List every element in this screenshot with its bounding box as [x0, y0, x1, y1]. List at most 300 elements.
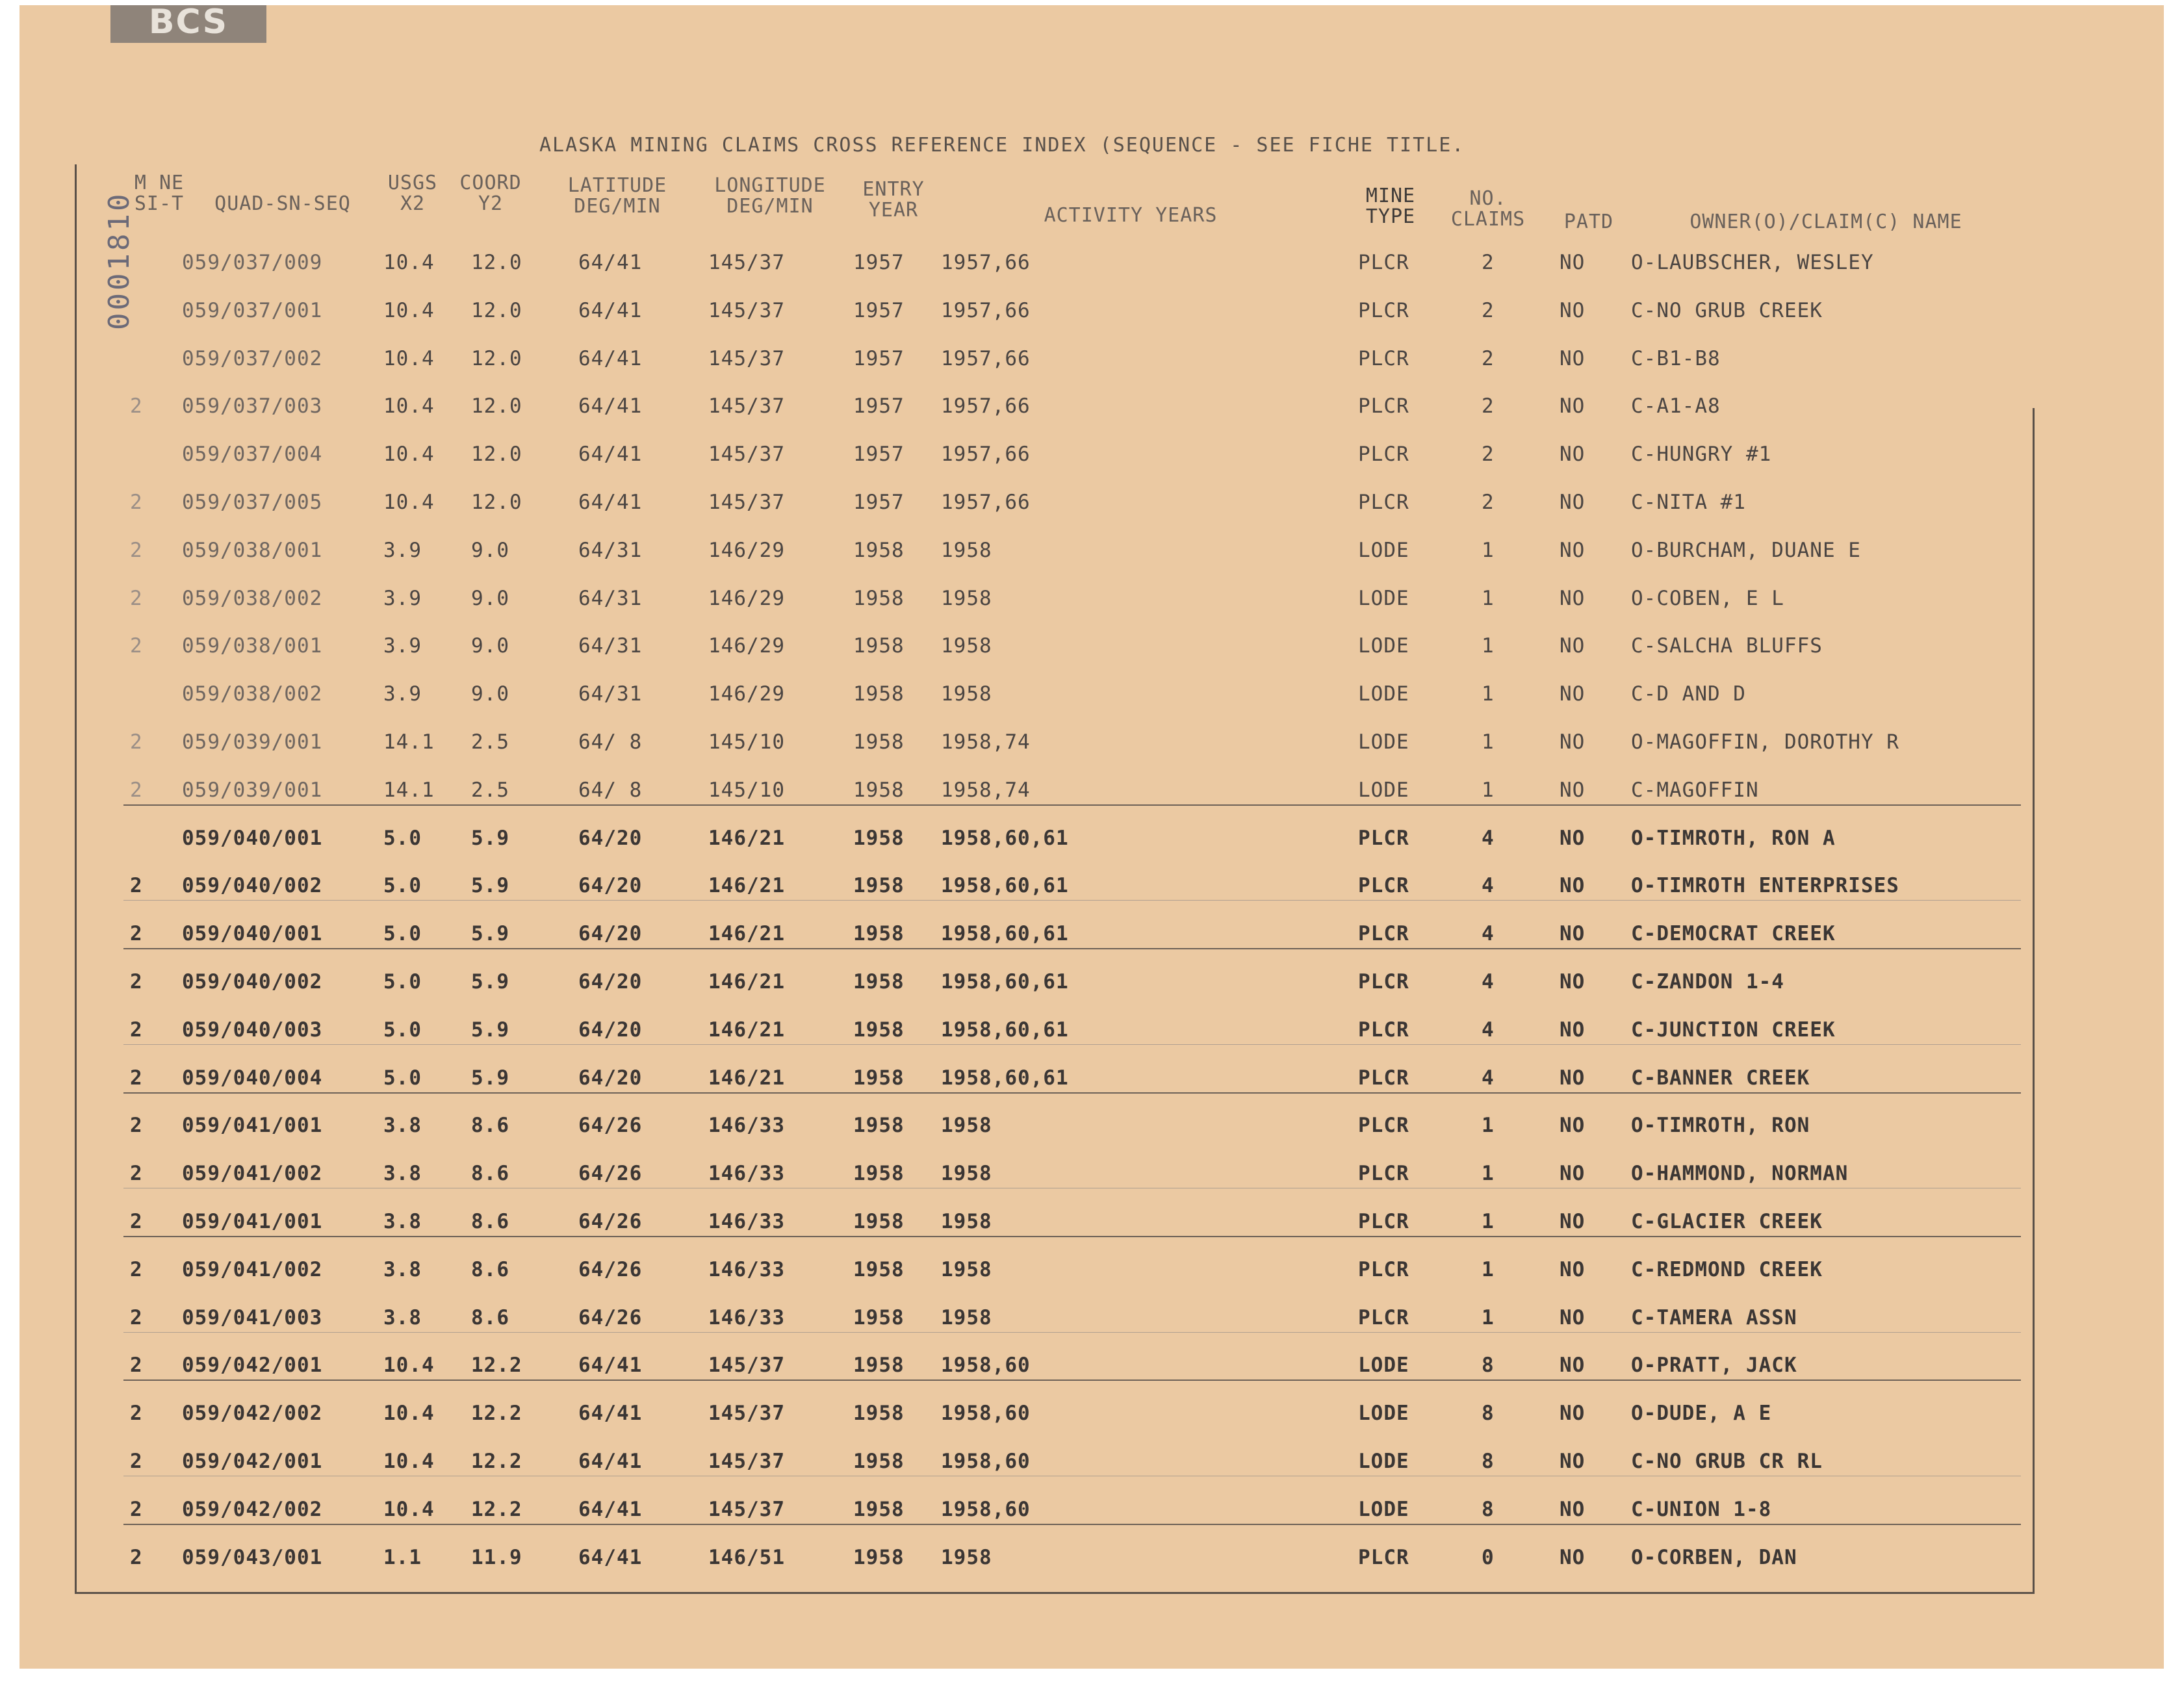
cell-patd: NO [1560, 1498, 1586, 1521]
cell-claims: 2 [1482, 251, 1495, 274]
cell-owner: O-LAUBSCHER, WESLEY [1631, 251, 1874, 274]
cell-patd: NO [1560, 1546, 1586, 1569]
cell-owner: C-ZANDON 1-4 [1631, 970, 1784, 994]
cell-claims: 1 [1482, 634, 1495, 658]
cell-entry: 1958 [853, 730, 905, 754]
cell-patd: NO [1560, 778, 1586, 802]
cell-x: 5.0 [383, 970, 422, 994]
cell-lon: 146/33 [708, 1306, 785, 1329]
cell-entry: 1958 [853, 1258, 905, 1281]
cell-x: 3.8 [383, 1306, 422, 1329]
cell-activity: 1958,60,61 [941, 1018, 1069, 1042]
cell-patd: NO [1560, 874, 1586, 897]
cell-lat: 64/20 [578, 1018, 643, 1042]
cell-quad: 059/040/002 [182, 874, 323, 897]
cell-lon: 146/21 [708, 922, 785, 945]
cell-quad: 059/037/002 [182, 347, 323, 370]
cell-patd: NO [1560, 1354, 1586, 1377]
cell-entry: 1957 [853, 299, 905, 322]
cell-lat: 64/41 [578, 491, 643, 514]
cell-owner: C-MAGOFFIN [1631, 778, 1759, 802]
cell-type: PLCR [1358, 1114, 1409, 1137]
cell-y: 5.9 [471, 970, 509, 994]
row-rule-line [123, 1092, 2021, 1094]
cell-lat: 64/20 [578, 874, 643, 897]
cell-lon: 145/37 [708, 1450, 785, 1473]
cell-claims: 1 [1482, 1306, 1495, 1329]
cell-patd: NO [1560, 1114, 1586, 1137]
cell-lat: 64/41 [578, 443, 643, 466]
cell-lon: 146/21 [708, 970, 785, 994]
cell-activity: 1958 [941, 1114, 992, 1137]
cell-y: 12.0 [471, 299, 522, 322]
row-rule-line [123, 1236, 2021, 1237]
cell-owner: O-BURCHAM, DUANE E [1631, 539, 1861, 562]
cell-type: PLCR [1358, 299, 1409, 322]
cell-lon: 146/33 [708, 1114, 785, 1137]
cell-lon: 146/33 [708, 1258, 785, 1281]
cell-claims: 8 [1482, 1498, 1495, 1521]
cell-x: 14.1 [383, 778, 435, 802]
cell-patd: NO [1560, 634, 1586, 658]
cell-y: 8.6 [471, 1306, 509, 1329]
cell-entry: 1957 [853, 251, 905, 274]
cell-type: PLCR [1358, 1306, 1409, 1329]
cell-activity: 1958 [941, 1306, 992, 1329]
cell-y: 5.9 [471, 1066, 509, 1090]
cell-activity: 1958,60 [941, 1498, 1031, 1521]
cell-type: LODE [1358, 730, 1409, 754]
cell-entry: 1958 [853, 922, 905, 945]
cell-activity: 1958,74 [941, 730, 1031, 754]
bcs-logo: BCS [110, 5, 266, 43]
cell-x: 5.0 [383, 874, 422, 897]
cell-owner: C-BANNER CREEK [1631, 1066, 1810, 1090]
cell-x: 5.0 [383, 827, 422, 850]
cell-activity: 1957,66 [941, 394, 1031, 418]
cell-ne: 2 [130, 1066, 143, 1090]
cell-quad: 059/038/001 [182, 539, 323, 562]
cell-quad: 059/040/001 [182, 827, 323, 850]
cell-patd: NO [1560, 443, 1586, 466]
cell-claims: 8 [1482, 1450, 1495, 1473]
cell-ne: 2 [130, 922, 143, 945]
cell-entry: 1958 [853, 1210, 905, 1233]
cell-quad: 059/042/001 [182, 1354, 323, 1377]
cell-ne: 2 [130, 539, 143, 562]
cell-x: 10.4 [383, 1402, 435, 1425]
cell-activity: 1958,60,61 [941, 970, 1069, 994]
cell-lon: 146/21 [708, 827, 785, 850]
cell-quad: 059/041/001 [182, 1114, 323, 1137]
cell-y: 12.0 [471, 251, 522, 274]
cell-quad: 059/037/001 [182, 299, 323, 322]
cell-claims: 1 [1482, 539, 1495, 562]
cell-quad: 059/041/001 [182, 1210, 323, 1233]
cell-type: PLCR [1358, 1258, 1409, 1281]
cell-claims: 1 [1482, 587, 1495, 610]
cell-lat: 64/26 [578, 1306, 643, 1329]
cell-claims: 2 [1482, 347, 1495, 370]
row-rule-line [123, 1044, 2021, 1045]
cell-type: PLCR [1358, 874, 1409, 897]
cell-y: 8.6 [471, 1162, 509, 1185]
cell-lon: 146/29 [708, 634, 785, 658]
cell-y: 12.0 [471, 347, 522, 370]
cell-entry: 1958 [853, 1354, 905, 1377]
cell-patd: NO [1560, 827, 1586, 850]
cell-claims: 2 [1482, 299, 1495, 322]
cell-ne: 2 [130, 1306, 143, 1329]
cell-y: 9.0 [471, 634, 509, 658]
cell-x: 5.0 [383, 922, 422, 945]
cell-entry: 1958 [853, 1402, 905, 1425]
cell-type: PLCR [1358, 347, 1409, 370]
header-quad: QUAD-SN-SEQ [214, 192, 351, 215]
cell-activity: 1958 [941, 634, 992, 658]
report-title: ALASKA MINING CLAIMS CROSS REFERENCE INDEX (SEQUENCE - SEE FICHE TITLE. [539, 134, 1465, 157]
cell-quad: 059/037/003 [182, 394, 323, 418]
cell-owner: C-B1-B8 [1631, 347, 1721, 370]
cell-owner: C-NO GRUB CREEK [1631, 299, 1823, 322]
cell-lat: 64/20 [578, 970, 643, 994]
cell-x: 14.1 [383, 730, 435, 754]
cell-type: PLCR [1358, 1162, 1409, 1185]
cell-x: 3.8 [383, 1114, 422, 1137]
cell-claims: 1 [1482, 1258, 1495, 1281]
cell-activity: 1957,66 [941, 347, 1031, 370]
cell-quad: 059/042/001 [182, 1450, 323, 1473]
cell-x: 3.9 [383, 539, 422, 562]
cell-patd: NO [1560, 1162, 1586, 1185]
cell-owner: O-TIMROTH, RON [1631, 1114, 1810, 1137]
cell-quad: 059/041/002 [182, 1162, 323, 1185]
cell-ne: 2 [130, 1210, 143, 1233]
cell-activity: 1958 [941, 587, 992, 610]
cell-owner: O-TIMROTH, RON A [1631, 827, 1836, 850]
cell-activity: 1958,60,61 [941, 827, 1069, 850]
cell-claims: 4 [1482, 970, 1495, 994]
cell-ne: 2 [130, 1498, 143, 1521]
cell-lon: 146/21 [708, 874, 785, 897]
cell-x: 10.4 [383, 1354, 435, 1377]
cell-patd: NO [1560, 970, 1586, 994]
cell-activity: 1957,66 [941, 491, 1031, 514]
cell-y: 11.9 [471, 1546, 522, 1569]
cell-ne: 2 [130, 1546, 143, 1569]
cell-owner: C-NO GRUB CR RL [1631, 1450, 1823, 1473]
cell-type: LODE [1358, 1450, 1409, 1473]
cell-lat: 64/31 [578, 682, 643, 706]
cell-lon: 146/29 [708, 587, 785, 610]
cell-type: PLCR [1358, 491, 1409, 514]
cell-lon: 146/51 [708, 1546, 785, 1569]
cell-quad: 059/040/004 [182, 1066, 323, 1090]
cell-x: 3.8 [383, 1210, 422, 1233]
cell-lat: 64/41 [578, 1402, 643, 1425]
cell-type: LODE [1358, 778, 1409, 802]
cell-claims: 1 [1482, 730, 1495, 754]
cell-x: 5.0 [383, 1018, 422, 1042]
cell-owner: C-REDMOND CREEK [1631, 1258, 1823, 1281]
cell-claims: 4 [1482, 922, 1495, 945]
cell-activity: 1958,60 [941, 1450, 1031, 1473]
header-owner-claim-name: OWNER(O)/CLAIM(C) NAME [1689, 211, 1962, 233]
cell-lat: 64/41 [578, 251, 643, 274]
cell-type: PLCR [1358, 394, 1409, 418]
header-usgs: USGS X2 [387, 172, 438, 215]
cell-ne: 2 [130, 1354, 143, 1377]
cell-owner: C-NITA #1 [1631, 491, 1746, 514]
cell-claims: 4 [1482, 1066, 1495, 1090]
cell-quad: 059/040/003 [182, 1018, 323, 1042]
cell-x: 10.4 [383, 394, 435, 418]
cell-lat: 64/26 [578, 1114, 643, 1137]
cell-x: 3.9 [383, 682, 422, 706]
cell-patd: NO [1560, 730, 1586, 754]
cell-entry: 1958 [853, 1546, 905, 1569]
cell-lat: 64/41 [578, 1498, 643, 1521]
cell-y: 5.9 [471, 874, 509, 897]
cell-entry: 1958 [853, 1306, 905, 1329]
cell-claims: 0 [1482, 1546, 1495, 1569]
cell-ne: 2 [130, 394, 143, 418]
cell-activity: 1957,66 [941, 251, 1031, 274]
cell-lat: 64/20 [578, 827, 643, 850]
header-mine-type: MINE TYPE [1365, 185, 1416, 228]
cell-entry: 1958 [853, 587, 905, 610]
cell-ne: 2 [130, 1450, 143, 1473]
cell-entry: 1958 [853, 1498, 905, 1521]
document-scan [19, 5, 2164, 1669]
cell-patd: NO [1560, 251, 1586, 274]
cell-y: 2.5 [471, 778, 509, 802]
cell-quad: 059/042/002 [182, 1498, 323, 1521]
cell-x: 1.1 [383, 1546, 422, 1569]
cell-owner: O-CORBEN, DAN [1631, 1546, 1797, 1569]
cell-owner: C-UNION 1-8 [1631, 1498, 1772, 1521]
cell-lat: 64/41 [578, 1546, 643, 1569]
cell-y: 12.2 [471, 1354, 522, 1377]
row-rule-line [123, 1332, 2021, 1333]
cell-claims: 1 [1482, 778, 1495, 802]
cell-quad: 059/040/002 [182, 970, 323, 994]
cell-quad: 059/039/001 [182, 778, 323, 802]
cell-type: LODE [1358, 682, 1409, 706]
cell-claims: 8 [1482, 1402, 1495, 1425]
cell-lon: 145/37 [708, 394, 785, 418]
frame-left-border [75, 164, 77, 1594]
cell-ne: 2 [130, 1402, 143, 1425]
cell-patd: NO [1560, 1066, 1586, 1090]
cell-patd: NO [1560, 1306, 1586, 1329]
cell-entry: 1957 [853, 443, 905, 466]
cell-type: LODE [1358, 1354, 1409, 1377]
header-coord: COORD Y2 [459, 172, 522, 215]
cell-patd: NO [1560, 1018, 1586, 1042]
cell-y: 8.6 [471, 1210, 509, 1233]
cell-activity: 1958,60 [941, 1402, 1031, 1425]
cell-owner: C-JUNCTION CREEK [1631, 1018, 1836, 1042]
header-no-claims: NO. CLAIMS [1450, 187, 1526, 231]
cell-ne: 2 [130, 778, 143, 802]
cell-owner: O-PRATT, JACK [1631, 1354, 1797, 1377]
cell-type: PLCR [1358, 1210, 1409, 1233]
cell-x: 10.4 [383, 299, 435, 322]
cell-claims: 8 [1482, 1354, 1495, 1377]
cell-owner: C-DEMOCRAT CREEK [1631, 922, 1836, 945]
cell-claims: 1 [1482, 1210, 1495, 1233]
cell-y: 8.6 [471, 1258, 509, 1281]
cell-ne: 2 [130, 491, 143, 514]
cell-y: 9.0 [471, 587, 509, 610]
cell-claims: 1 [1482, 682, 1495, 706]
cell-type: LODE [1358, 587, 1409, 610]
cell-y: 9.0 [471, 539, 509, 562]
cell-owner: O-HAMMOND, NORMAN [1631, 1162, 1849, 1185]
cell-ne: 2 [130, 1114, 143, 1137]
row-rule-line [123, 948, 2021, 949]
cell-lat: 64/20 [578, 922, 643, 945]
cell-claims: 4 [1482, 874, 1495, 897]
cell-lon: 145/37 [708, 1498, 785, 1521]
cell-y: 5.9 [471, 922, 509, 945]
cell-quad: 059/041/003 [182, 1306, 323, 1329]
cell-activity: 1958 [941, 1546, 992, 1569]
cell-patd: NO [1560, 682, 1586, 706]
cell-patd: NO [1560, 299, 1586, 322]
cell-y: 5.9 [471, 1018, 509, 1042]
row-rule-line [123, 804, 2021, 806]
cell-quad: 059/038/002 [182, 682, 323, 706]
cell-lon: 145/37 [708, 443, 785, 466]
cell-claims: 4 [1482, 827, 1495, 850]
cell-patd: NO [1560, 347, 1586, 370]
cell-type: LODE [1358, 539, 1409, 562]
cell-lon: 146/29 [708, 682, 785, 706]
cell-claims: 2 [1482, 443, 1495, 466]
cell-type: PLCR [1358, 827, 1409, 850]
cell-entry: 1958 [853, 778, 905, 802]
cell-lat: 64/41 [578, 299, 643, 322]
cell-quad: 059/037/005 [182, 491, 323, 514]
cell-entry: 1958 [853, 1018, 905, 1042]
cell-lat: 64/41 [578, 1450, 643, 1473]
cell-entry: 1957 [853, 394, 905, 418]
cell-x: 10.4 [383, 347, 435, 370]
cell-lon: 145/37 [708, 1402, 785, 1425]
header-patd: PATD [1563, 211, 1614, 233]
cell-x: 5.0 [383, 1066, 422, 1090]
cell-entry: 1958 [853, 1066, 905, 1090]
cell-patd: NO [1560, 491, 1586, 514]
cell-ne: 2 [130, 730, 143, 754]
header-activity-years: ACTIVITY YEARS [1044, 204, 1218, 227]
cell-y: 9.0 [471, 682, 509, 706]
cell-lat: 64/41 [578, 1354, 643, 1377]
cell-patd: NO [1560, 1210, 1586, 1233]
cell-patd: NO [1560, 922, 1586, 945]
cell-activity: 1958,60,61 [941, 922, 1069, 945]
cell-lat: 64/26 [578, 1162, 643, 1185]
cell-x: 3.9 [383, 634, 422, 658]
cell-x: 3.9 [383, 587, 422, 610]
cell-patd: NO [1560, 1450, 1586, 1473]
cell-owner: C-D AND D [1631, 682, 1746, 706]
cell-ne: 2 [130, 634, 143, 658]
cell-claims: 2 [1482, 394, 1495, 418]
cell-type: LODE [1358, 634, 1409, 658]
cell-owner: C-HUNGRY #1 [1631, 443, 1772, 466]
cell-owner: C-GLACIER CREEK [1631, 1210, 1823, 1233]
cell-type: PLCR [1358, 1066, 1409, 1090]
cell-y: 5.9 [471, 827, 509, 850]
cell-owner: O-MAGOFFIN, DOROTHY R [1631, 730, 1899, 754]
cell-lon: 146/21 [708, 1018, 785, 1042]
cell-type: PLCR [1358, 1546, 1409, 1569]
cell-owner: O-DUDE, A E [1631, 1402, 1772, 1425]
cell-x: 3.8 [383, 1162, 422, 1185]
cell-x: 10.4 [383, 443, 435, 466]
cell-y: 8.6 [471, 1114, 509, 1137]
cell-x: 10.4 [383, 1450, 435, 1473]
cell-lat: 64/26 [578, 1210, 643, 1233]
cell-y: 12.2 [471, 1498, 522, 1521]
cell-y: 12.0 [471, 491, 522, 514]
cell-entry: 1958 [853, 1162, 905, 1185]
cell-activity: 1957,66 [941, 299, 1031, 322]
cell-entry: 1958 [853, 970, 905, 994]
cell-claims: 4 [1482, 1018, 1495, 1042]
cell-patd: NO [1560, 1402, 1586, 1425]
cell-quad: 059/038/001 [182, 634, 323, 658]
cell-lon: 145/10 [708, 778, 785, 802]
cell-lon: 146/33 [708, 1210, 785, 1233]
cell-lat: 64/41 [578, 394, 643, 418]
cell-quad: 059/039/001 [182, 730, 323, 754]
cell-quad: 059/038/002 [182, 587, 323, 610]
cell-lon: 146/21 [708, 1066, 785, 1090]
cell-entry: 1958 [853, 634, 905, 658]
cell-owner: C-SALCHA BLUFFS [1631, 634, 1823, 658]
cell-entry: 1958 [853, 539, 905, 562]
cell-activity: 1957,66 [941, 443, 1031, 466]
cell-activity: 1958,60,61 [941, 1066, 1069, 1090]
cell-x: 10.4 [383, 251, 435, 274]
cell-lat: 64/26 [578, 1258, 643, 1281]
cell-quad: 059/037/009 [182, 251, 323, 274]
cell-claims: 1 [1482, 1114, 1495, 1137]
cell-type: PLCR [1358, 922, 1409, 945]
cell-ne: 2 [130, 1258, 143, 1281]
cell-x: 10.4 [383, 491, 435, 514]
cell-y: 12.2 [471, 1450, 522, 1473]
cell-patd: NO [1560, 587, 1586, 610]
row-rule-line [123, 900, 2021, 901]
cell-activity: 1958 [941, 1258, 992, 1281]
cell-patd: NO [1560, 539, 1586, 562]
cell-quad: 059/043/001 [182, 1546, 323, 1569]
cell-x: 10.4 [383, 1498, 435, 1521]
cell-entry: 1958 [853, 1450, 905, 1473]
header-latitude: LATITUDE DEG/MIN [567, 174, 667, 218]
cell-ne: 2 [130, 874, 143, 897]
cell-quad: 059/040/001 [182, 922, 323, 945]
cell-lon: 145/37 [708, 347, 785, 370]
cell-lat: 64/31 [578, 634, 643, 658]
cell-activity: 1958 [941, 1210, 992, 1233]
cell-ne: 2 [130, 587, 143, 610]
